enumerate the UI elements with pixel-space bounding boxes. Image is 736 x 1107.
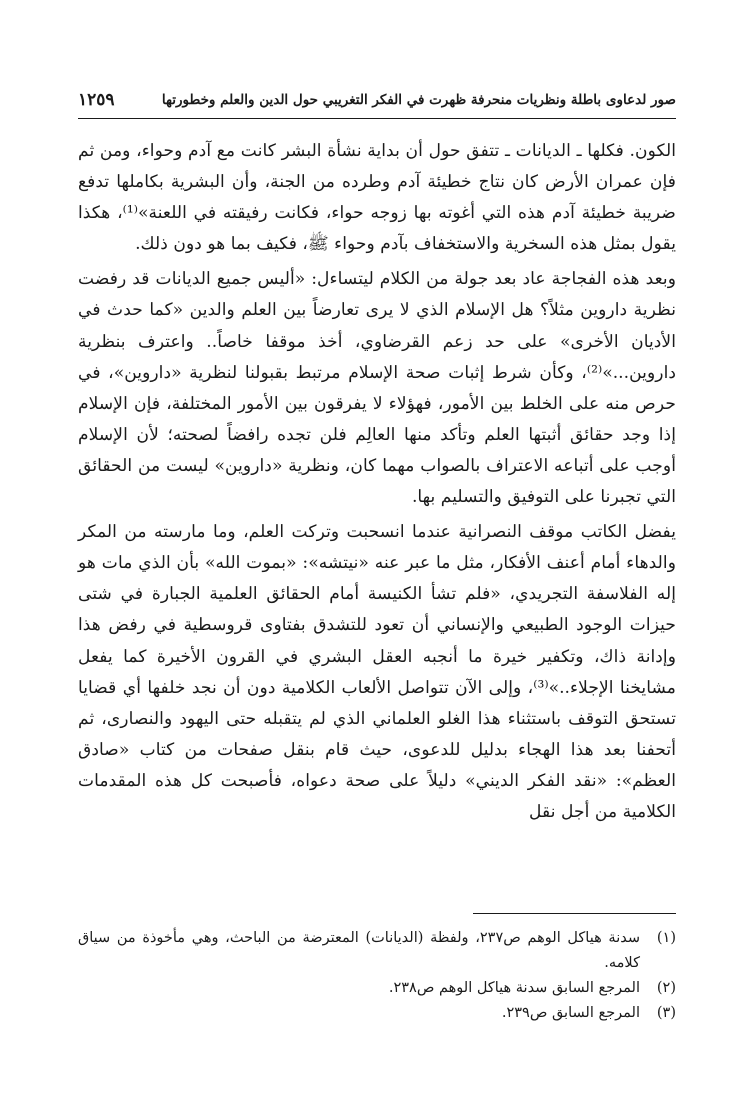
header-rule <box>78 118 676 119</box>
footnote-rule <box>473 913 676 914</box>
paragraph-2: وبعد هذه الفجاجة عاد بعد جولة من الكلام ليتساءل: «أليس جميع الديانات قد رفضت نظرية داروين مثلاً؟ هل الإسلام الذي لا يرى تعارضاً بين العلم والدين «كما حدث في الأديان الأخرى» على حد زعم القرضاوي، أخذ موقفا خاصاً.. واعترف بنظرية داروين...»⁽²⁾، وكأن شرط إثبات صحة الإسلام مرتبط بقبولنا لنظرية «داروين»، في حرص منه على الخلط بين الأمور، فهؤلاء لا يفرقون بين الأمور المختلفة، فإن الإسلام إذا وجد حقائق أثبتها العلم وتأكد منها العالِم فلن تجده رافضاً لصحته؛ لأن الإسلام أوجب على أتباعه الاعتراف بالصواب مهما كان، ونظرية «داروين» ليست من الحقائق التي تجبرنا على التوفيق والتسليم بها. <box>78 269 676 508</box>
footnote-text: سدنة هياكل الوهم ص٢٣٧، ولفظة (الديانات) المعترضة من الباحث، وهي مأخوذة من سياق كلامه. <box>78 930 640 971</box>
footnote-2 <box>78 976 676 1001</box>
running-title: صور لدعاوى باطلة ونظريات منحرفة ظهرت في الفكر التغريبي حول الدين والعلم وخطورتها <box>161 92 676 108</box>
footnotes <box>78 926 676 1026</box>
footnote-3 <box>78 1001 676 1026</box>
paragraph-3: يفضل الكاتب موقف النصرانية عندما انسحبت وتركت العلم، وما مارسته من المكر والدهاء أمام أعنف الأفكار، مثل ما عبر عنه «نيتشه»: «بموت الله» بأن الذي مات هو إله الفلاسفة التجريدي، «فلم تشأ الكنيسة أمام الحقائق العلمية الجبارة في شتى حيزات الوجود الطبيعي والإنساني أن تعود للتشدق بفتاوى قروسطية في رفض هذا وإدانة ذاك، وتكفير خيرة ما أنجبه العقل البشري في القرون الأخيرة كما يفعل مشايخنا الإجلاء..»⁽³⁾، وإلى الآن تتواصل الألعاب الكلامية دون أن نجد خلفها أي قضايا تستحق التوقف باستثناء هذا الغلو العلماني الذي لم يتقبله حتى اليهود والنصارى، ثم أتحفنا بعد هذا الهجاء بدليل للدعوى، حيث قام بنقل صفحات من كتاب «صادق العظم»: «نقد الفكر الديني» دليلاً على صحة دعواه، فأصبحت كل هذه المقدمات الكلامية من أجل نقل <box>78 522 676 822</box>
body-text <box>78 136 676 828</box>
page-number: ١٢٥٩ <box>78 90 115 110</box>
footnote-number: (٢) <box>656 980 676 996</box>
page-header <box>78 86 676 114</box>
paragraph-1: الكون. فكلها ـ الديانات ـ تتفق حول أن بداية نشأة البشر كانت مع آدم وحواء، ومن ثم فإن عمران الأرض كان نتاج خطيئة آدم وطرده من الجنة، وأن البشرية بكاملها تدفع ضريبة خطيئة آدم هذه التي أغوته بها زوجه حواء، فكانت رفيقته في اللعنة»⁽¹⁾، هكذا يقول بمثل هذه السخرية والاستخفاف بآدم وحواء ﷺ، فكيف بما هو دون ذلك. <box>78 141 676 255</box>
footnote-text: المرجع السابق ص٢٣٩. <box>501 1005 640 1021</box>
footnote-number: (٣) <box>656 1005 676 1021</box>
footnote-1 <box>78 926 676 976</box>
footnote-number: (١) <box>656 930 676 946</box>
footnote-text: المرجع السابق سدنة هياكل الوهم ص٢٣٨. <box>388 980 640 996</box>
